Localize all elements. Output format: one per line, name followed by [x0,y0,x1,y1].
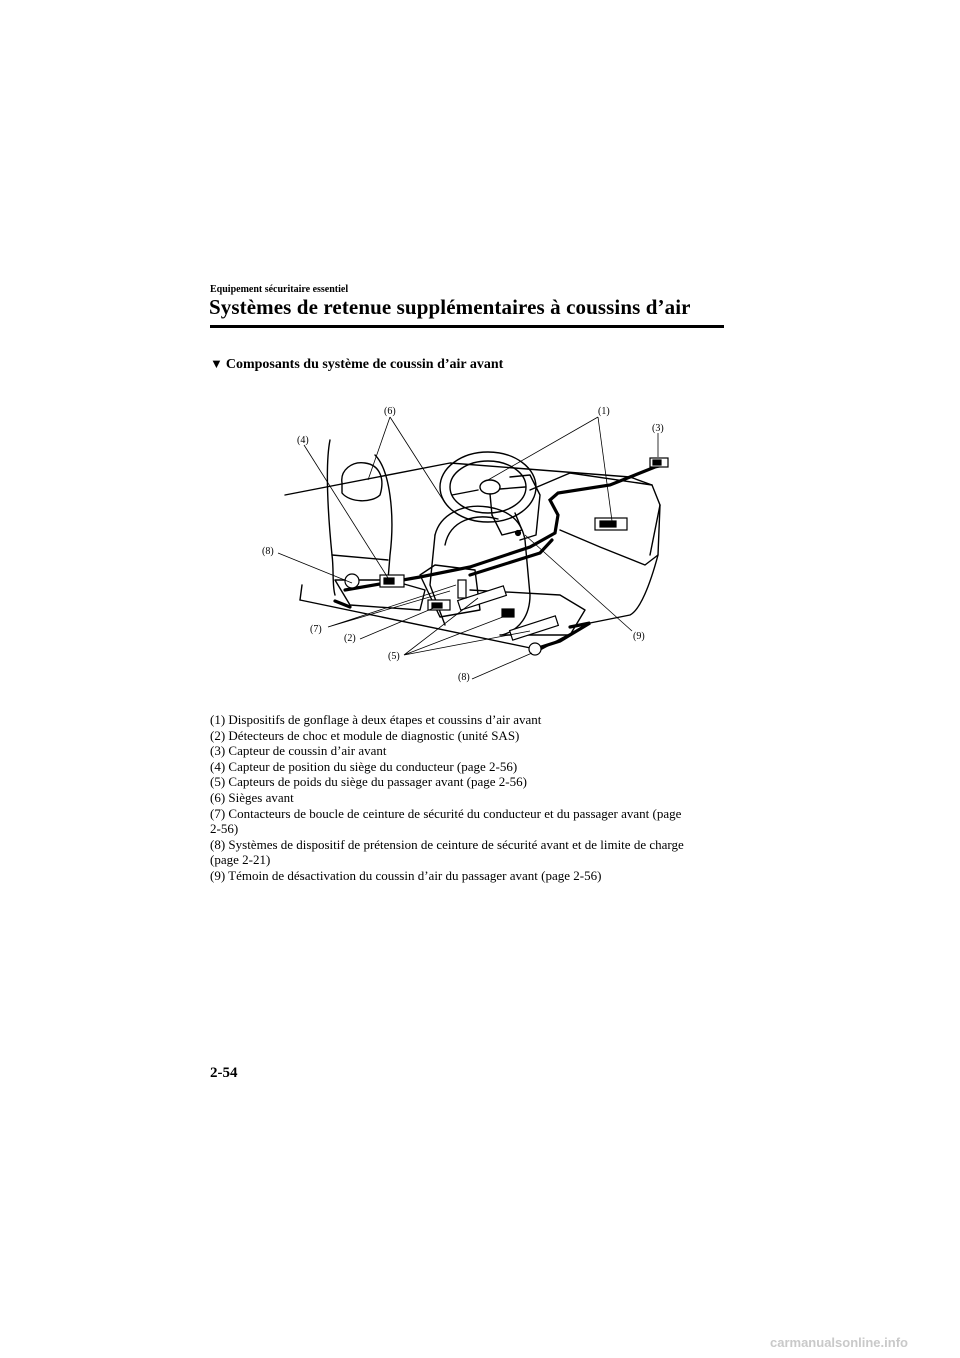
callout-5: (5) [388,651,400,662]
callout-1: (1) [598,406,610,417]
legend-line: (9) Témoin de désactivation du coussin d’air du passager avant (page 2-56) [210,867,602,883]
callout-9: (9) [633,631,645,642]
callout-8-left: (8) [262,546,274,557]
subheading-text: Composants du système de coussin d’air avant [225,357,504,372]
callout-6: (6) [384,406,396,417]
airbag-system-diagram [240,395,700,695]
legend-line: (3) Capteur de coussin d’air avant [210,743,387,759]
legend-line: (6) Sièges avant [210,789,294,805]
subheading [210,356,503,373]
triangle-marker-icon: ▼ [210,356,223,371]
callout-8-bottom: (8) [458,672,470,683]
legend-line: (7) Contacteurs de boucle de ceinture de sécurité du conducteur et du passager avant (page [210,805,682,821]
legend-line: (1) Dispositifs de gonflage à deux étapes et coussins d’air avant [210,712,542,727]
legend-line: 2-56) [210,821,239,837]
callout-4: (4) [297,435,309,446]
legend-line: (4) Capteur de position du siège du conducteur (page 2-56) [210,758,518,774]
watermark: carmanualsonline.info [770,1335,908,1350]
page-number: 2-54 [210,1065,238,1081]
component-legend [210,712,730,884]
legend-line: (5) Capteurs de poids du siège du passager avant (page 2-56) [210,774,527,790]
callout-7: (7) [310,624,322,635]
legend-line: (2) Détecteurs de choc et module de diagnostic (unité SAS) [210,727,520,743]
callout-3: (3) [652,423,664,434]
callout-2: (2) [344,633,356,644]
legend-line: (page 2-21) [210,852,271,868]
legend-line: (8) Systèmes de dispositif de prétension de ceinture de sécurité avant et de limite de charge [210,836,684,852]
section-label: Equipement sécuritaire essentiel [210,284,349,295]
page-title: Systèmes de retenue supplémentaires à coussins d’air [209,295,691,319]
title-divider [210,325,724,328]
